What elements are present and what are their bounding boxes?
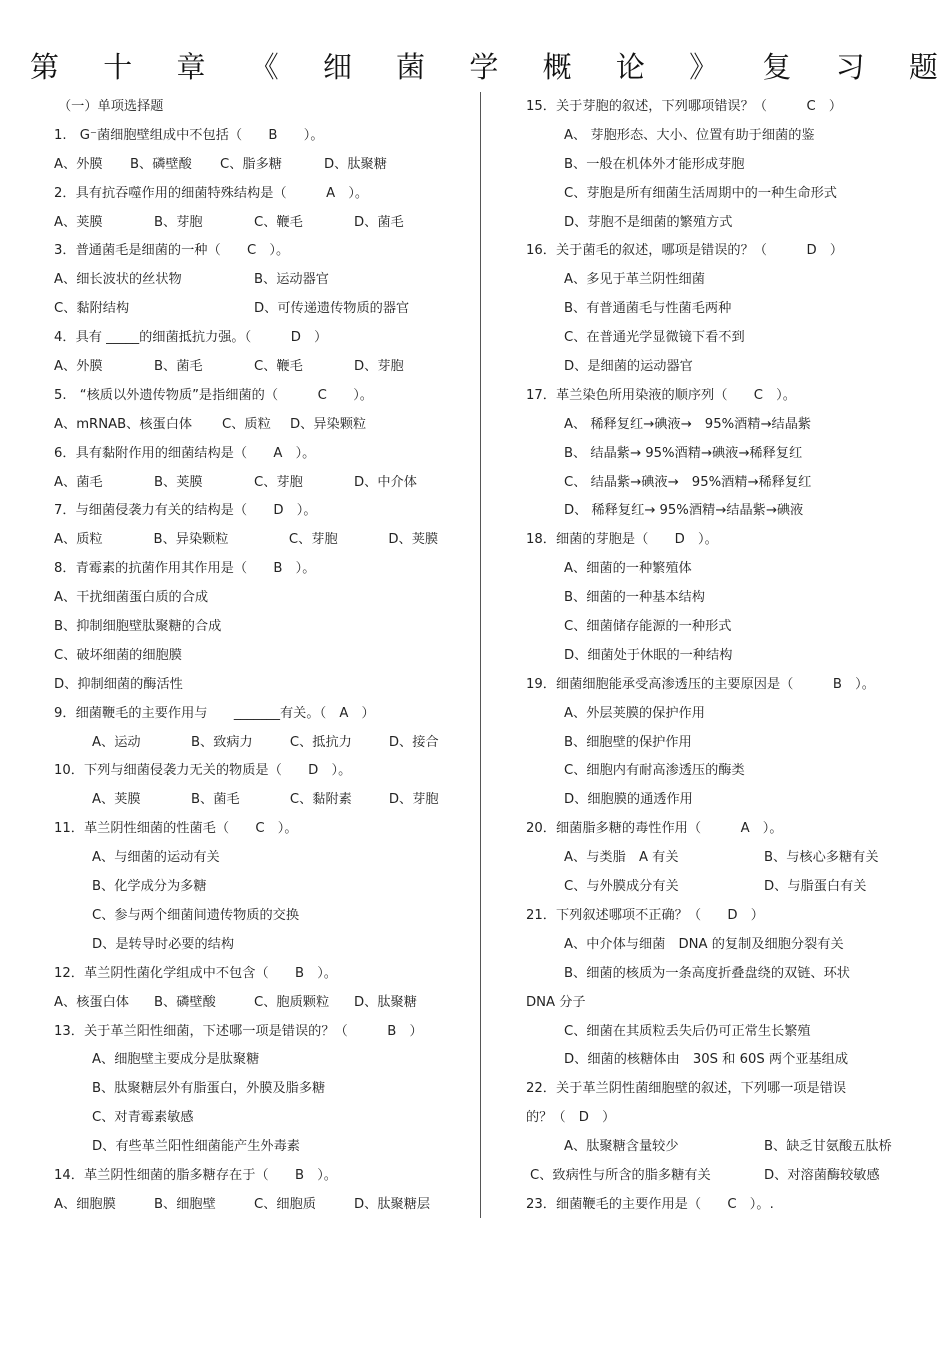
title-char: 概 [542,49,572,84]
title-char: 章 [176,49,206,84]
option-label: C、脂多糖 [220,156,282,172]
option-label: D、与脂蛋白有关 [764,879,867,895]
option-label: B、化学成分为多糖 [92,879,207,895]
option-label: C、致病性与所含的脂多糖有关 [530,1167,711,1183]
question-stem: 21．下列叙述哪项不正确？（ D ） [526,907,764,923]
question-stem: 4．具有 _____的细菌抵抗力强。（ D ） [54,330,328,346]
option-label: C、参与两个细菌间遗传物质的交换 [92,907,300,923]
option-row [54,786,468,815]
option-row [526,1104,926,1133]
option-row [526,700,926,729]
option-row [526,584,926,613]
option-row [54,989,468,1018]
option-label: B、缺乏甘氨酸五肽桥 [764,1139,892,1155]
option-label: B、菌毛 [154,359,203,375]
title-char: 细 [322,49,352,84]
option-label: D、是转导时必要的结构 [92,936,235,952]
question-stem: 6．具有黏附作用的细菌结构是（ A ）。 [54,445,316,461]
option-row [526,786,926,815]
option-label: C、黏附结构 [54,301,130,317]
question-stem: 2．具有抗吞噬作用的细菌特殊结构是（ A ）。 [54,185,369,201]
option-label: C、芽胞 [288,532,338,548]
option-label: D、异染颗粒 [290,416,367,432]
option-label: C、黏附素 [289,792,352,808]
option-row [54,642,468,671]
option-label: A、干扰细菌蛋白质的合成 [54,590,209,606]
option-label: C、鞭毛 [254,359,303,375]
option-label: DNA 分子 [526,994,586,1010]
title-char: 题 [908,49,938,84]
option-row [526,873,926,902]
option-row [526,931,926,960]
option-label: A、核蛋白体 [54,994,129,1010]
title-char: 》 [689,49,719,84]
option-label: B、细胞壁 [154,1196,216,1212]
option-label: B、异染颗粒 [153,532,229,548]
question-stem: 10．下列与细菌侵袭力无关的物质是（ D ）。 [54,763,352,779]
question-stem: 12．革兰阴性菌化学组成中不包含（ B ）。 [54,965,337,981]
option-label: A、荚膜 [92,792,141,808]
option-label: A、外层荚膜的保护作用 [564,705,705,721]
option-row [54,613,468,642]
option-row [54,469,468,498]
question-stem: 14．革兰阴性细菌的脂多糖存在于（ B ）。 [54,1167,337,1183]
option-row [54,873,468,902]
option-row [54,209,468,238]
option-row [526,180,926,209]
option-row [54,1191,468,1220]
option-label: C、芽胞是所有细菌生活周期中的一种生命形式 [564,185,837,201]
option-label: B、芽胞 [154,214,203,230]
question-stem: 1. G⁻菌细胞壁组成中不包括（ B ）。 [54,127,324,143]
option-label: B、肽聚糖层外有脂蛋白，外膜及脂多糖 [92,1081,326,1097]
option-row [54,151,468,180]
left-column [54,93,468,1220]
question-stem: 9．细菌鞭毛的主要作用与 _______有关。（ A ） [54,705,375,721]
option-label: A、细长波状的丝状物 [54,272,182,288]
option-row [526,1046,926,1075]
option-label: C、与外膜成分有关 [564,879,679,895]
option-label: B、细菌的一种基本结构 [564,590,705,606]
option-label: C、细胞质 [254,1196,316,1212]
option-label: D、细胞膜的通透作用 [564,792,693,808]
option-row [54,1046,468,1075]
question-stem: 13．关于革兰阳性细菌，下述哪一项是错误的？（ B ） [54,1023,423,1039]
question-stem: 5. “核质以外遗传物质”是指细菌的（ C ）。 [54,387,373,403]
option-row [54,931,468,960]
option-row [54,295,468,324]
option-label: A、与类脂 A 有关 [564,850,679,866]
option-label: D、中介体 [354,474,417,490]
option-label: C、胞质颗粒 [254,994,330,1010]
title-char: 复 [762,49,792,84]
option-label: B、一般在机体外才能形成芽胞 [564,156,745,172]
option-label: B、细胞壁的保护作用 [564,734,692,750]
option-row [526,757,926,786]
option-row [54,1104,468,1133]
option-label: A、多见于革兰阴性细菌 [564,272,705,288]
option-label: A、中介体与细菌 DNA 的复制及细胞分裂有关 [564,936,844,952]
option-label: A、质粒 [54,532,103,548]
option-row [526,122,926,151]
option-label: D、是细菌的运动器官 [564,359,693,375]
option-row [526,960,926,989]
option-row [54,266,468,295]
option-row [54,1075,468,1104]
question-stem: 3．普通菌毛是细菌的一种（ C ）。 [54,243,290,259]
option-label: A、mRNAB、核蛋白体 [54,416,193,432]
option-label: C、芽胞 [254,474,303,490]
option-row [526,324,926,353]
option-row [526,440,926,469]
option-label: C、鞭毛 [254,214,303,230]
option-label: A、细胞膜 [54,1196,116,1212]
title-char: 《 [249,49,279,84]
option-label: A、荚膜 [54,214,103,230]
title-char: 第 [30,49,60,84]
option-label: 的？（ D ） [526,1110,616,1126]
question-stem: 7．与细菌侵袭力有关的结构是（ D ）。 [54,503,317,519]
option-label: C、 结晶紫→碘液→ 95%酒精→稀释复红 [564,474,812,490]
question-stem: 18．细菌的芽胞是（ D ）。 [526,532,718,548]
option-label: A、与细菌的运动有关 [92,850,220,866]
option-label: D、芽胞不是细菌的繁殖方式 [564,214,733,230]
option-label: D、细菌的核糖体由 30S 和 60S 两个亚基组成 [564,1052,849,1068]
title-char: 论 [615,49,645,84]
option-label: C、质粒 [222,416,271,432]
option-label: D、对溶菌酶较敏感 [764,1167,880,1183]
option-label: D、芽胞 [388,792,439,808]
option-label: D、菌毛 [354,214,404,230]
option-label: A、外膜 [54,156,103,172]
option-label: D、可传递遗传物质的器官 [254,301,410,317]
option-label: B、菌毛 [190,792,240,808]
option-label: B、细菌的核质为一条高度折叠盘绕的双链、环状 [564,965,850,981]
option-row [526,151,926,180]
option-label: A、 芽胞形态、大小、位置有助于细菌的鉴 [564,127,815,143]
question-stem: 22．关于革兰阴性菌细胞壁的叙述，下列哪一项是错误 [526,1081,847,1097]
option-label: D、肽聚糖层 [354,1196,431,1212]
option-label: A、运动 [92,734,141,750]
option-label: A、菌毛 [54,474,103,490]
column-divider [480,92,481,1218]
option-label: A、 稀释复红→碘液→ 95%酒精→结晶紫 [564,416,812,432]
option-label: C、在普通光学显微镜下看不到 [564,330,745,346]
option-row [526,989,926,1018]
right-column [526,93,926,1220]
option-row [526,555,926,584]
question-stem: 19．细菌细胞能承受高渗透压的主要原因是（ B ）。 [526,676,875,692]
title-char: 学 [469,49,499,84]
option-label: C、对青霉素敏感 [92,1110,194,1126]
option-row [526,642,926,671]
question-stem: 23．细菌鞭毛的主要作用是（ C ）。. [526,1196,774,1212]
option-row [54,729,468,758]
option-label: B、有普通菌毛与性菌毛两种 [564,301,732,317]
option-label: D、肽聚糖 [324,156,387,172]
option-label: D、细菌处于休眠的一种结构 [564,647,733,663]
option-row [526,353,926,382]
option-row [54,671,468,700]
option-row [526,497,926,526]
page-title [30,40,938,90]
option-row [526,1018,926,1047]
option-row [54,526,468,555]
option-label: A、细菌的一种繁殖体 [564,561,692,577]
option-row [54,902,468,931]
option-label: B、磷壁酸 [154,994,216,1010]
option-label: D、接合 [388,734,439,750]
option-label: D、荚膜 [388,532,439,548]
section-heading: （一）单项选择题 [58,99,164,114]
option-label: C、细胞内有耐高渗透压的酶类 [564,763,745,779]
option-row [526,209,926,238]
option-row [54,411,468,440]
option-label: B、致病力 [190,734,253,750]
option-row [54,584,468,613]
question-stem: 16．关于菌毛的叙述，哪项是错误的？（ D ） [526,243,844,259]
option-label: D、抑制细菌的酶活性 [54,676,183,692]
option-label: B、 结晶紫→ 95%酒精→碘液→稀释复红 [564,445,803,461]
option-row [526,613,926,642]
title-char: 十 [103,49,133,84]
option-label: A、细胞壁主要成分是肽聚糖 [92,1052,260,1068]
option-label: C、细菌储存能源的一种形式 [564,619,732,635]
title-char: 菌 [396,49,426,84]
option-label: A、肽聚糖含量较少 [564,1139,679,1155]
option-label: D、 稀释复红→ 95%酒精→结晶紫→碘液 [564,503,804,519]
option-label: C、破坏细菌的细胞膜 [54,647,182,663]
option-row [54,1133,468,1162]
option-label: A、外膜 [54,359,103,375]
option-row [526,1133,926,1162]
option-row [54,844,468,873]
question-stem: 8．青霉素的抗菌作用其作用是（ B ）。 [54,561,316,577]
option-row [526,266,926,295]
option-label: D、肽聚糖 [354,994,417,1010]
option-label: B、与核心多糖有关 [764,850,879,866]
option-label: B、运动器官 [254,272,329,288]
option-row [526,729,926,758]
option-label: B、荚膜 [154,474,203,490]
option-label: B、抑制细胞壁肽聚糖的合成 [54,619,222,635]
option-row [54,353,468,382]
option-label: B、磷壁酸 [130,156,192,172]
option-label: C、细菌在其质粒丢失后仍可正常生长繁殖 [564,1023,811,1039]
option-row [526,469,926,498]
question-stem: 20．细菌脂多糖的毒性作用（ A ）。 [526,821,783,837]
title-char: 习 [835,49,865,84]
option-row [526,411,926,440]
question-stem: 17．革兰染色所用染液的顺序列（ C ）。 [526,387,796,403]
option-label: D、有些革兰阳性细菌能产生外毒素 [92,1139,300,1155]
question-stem: 11．革兰阴性细菌的性菌毛（ C ）。 [54,821,298,837]
option-row [526,1162,926,1191]
option-label: C、抵抗力 [289,734,352,750]
option-row [526,295,926,324]
option-label: D、芽胞 [354,359,404,375]
question-stem: 15．关于芽胞的叙述，下列哪项错误？（ C ） [526,99,843,114]
option-row [526,844,926,873]
